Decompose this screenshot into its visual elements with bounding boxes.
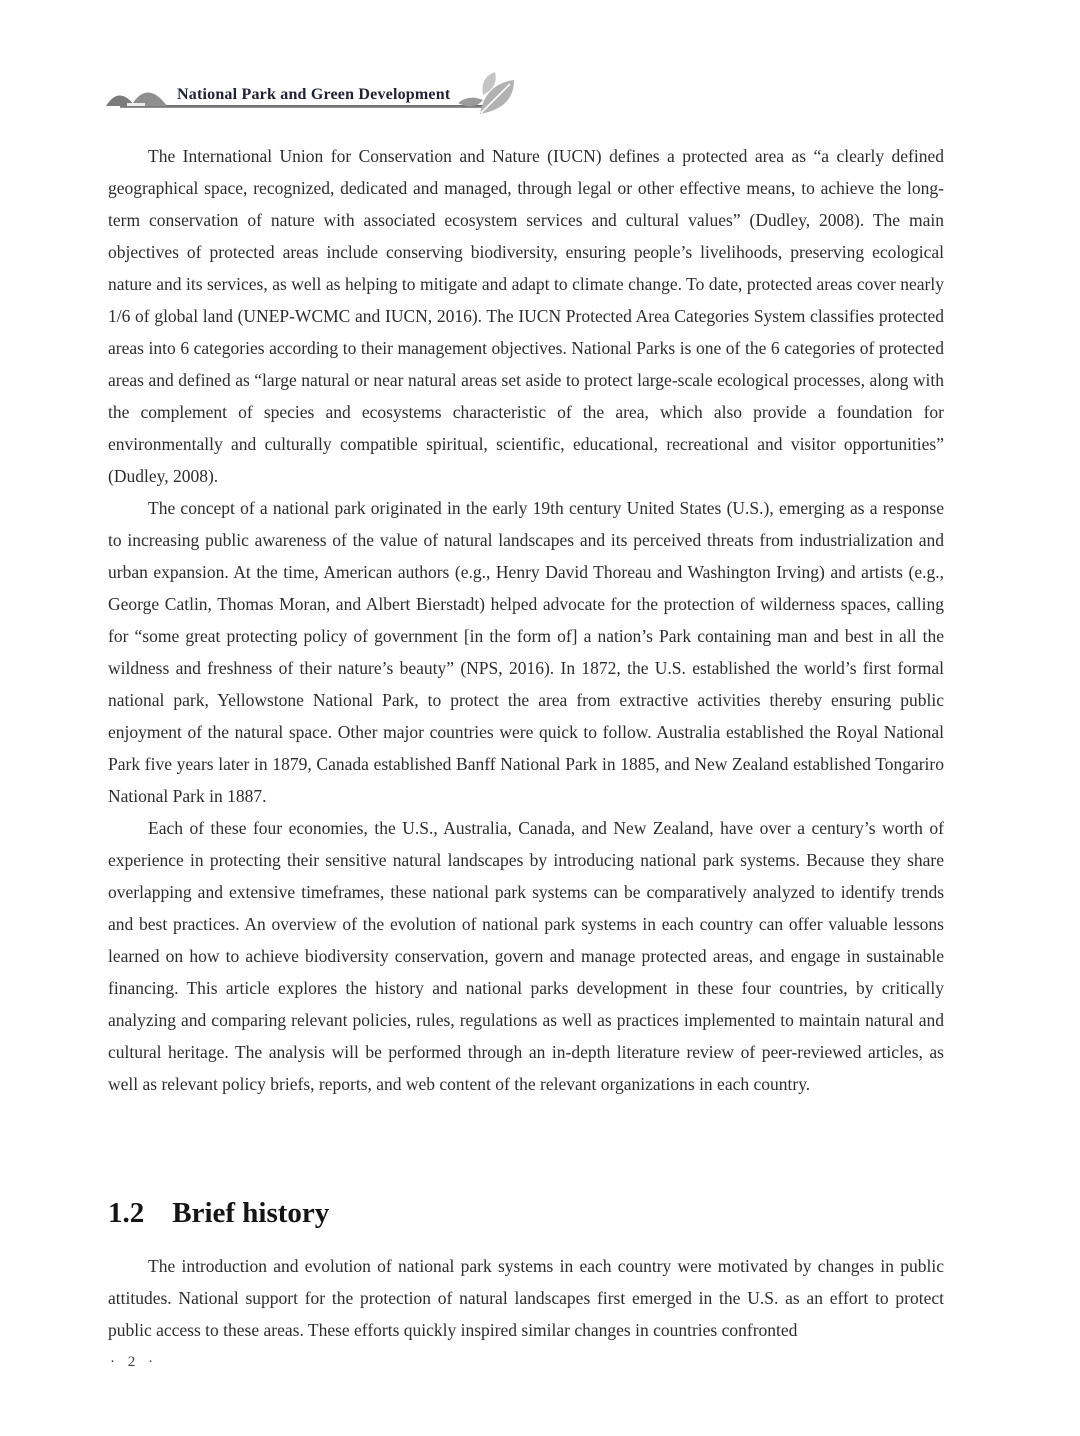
page-body — [108, 140, 944, 1346]
header-logo-row — [105, 70, 518, 107]
leaf-icon — [456, 70, 518, 107]
paragraph-iucn-definition: The International Union for Conservation and Nature (IUCN) defines a protected area as “a clearly defined geographical space, recognized, dedicated and managed, through legal or other effective means, to achieve the long-term conservation of nature with associated ecosystem services and cultural values” (Dudley, 2008). The main objectives of protected areas include conserving biodiversity, ensuring people’s livelihoods, preserving ecological nature and its services, as well as helping to mitigate and adapt to climate change. To date, protected areas cover nearly 1/6 of global land (UNEP-WCMC and IUCN, 2016). The IUCN Protected Area Categories System classifies protected areas into 6 categories according to their management objectives. National Parks is one of the 6 categories of protected areas and defined as “large natural or near natural areas set aside to protect large-scale ecological processes, along with the complement of species and ecosystems characteristic of the area, which also provide a foundation for environmentally and culturally compatible spiritual, scientific, educational, recreational and visitor opportunities” (Dudley, 2008). — [108, 146, 944, 486]
section-heading — [108, 1196, 944, 1230]
mountains-icon — [105, 78, 169, 107]
paragraph-four-economies: Each of these four economies, the U.S., Australia, Canada, and New Zealand, have over a century’s worth of experience in protecting their sensitive natural landscapes by introducing national park systems. Because they share overlapping and extensive timeframes, these national park systems can be comparatively analyzed to identify trends and best practices. An overview of the evolution of national park systems in each country can offer valuable lessons learned on how to achieve biodiversity conservation, govern and manage protected areas, and engage in sustainable financing. This article explores the history and national parks development in these four countries, by critically analyzing and comparing relevant policies, rules, regulations as well as practices implemented to maintain natural and cultural heritage. The analysis will be performed through an in-depth literature review of peer-reviewed articles, as well as relevant policy briefs, reports, and web content of the relevant organizations in each country. — [108, 818, 944, 1094]
paragraph-national-park-origin: The concept of a national park originated in the early 19th century United States (U.S.), emerging as a response to increasing public awareness of the value of natural landscapes and its perceived threats from industrialization and urban expansion. At the time, American authors (e.g., Henry David Thoreau and Washington Irving) and artists (e.g., George Catlin, Thomas Moran, and Albert Bierstadt) helped advocate for the protection of wilderness spaces, calling for “some great protecting policy of government [in the form of] a nation’s Park containing man and best in all the wildness and freshness of their nature’s beauty” (NPS, 2016). In 1872, the U.S. established the world’s first formal national park, Yellowstone National Park, to protect the area from extractive activities thereby ensuring public enjoyment of the natural space. Other major countries were quick to follow. Australia established the Royal National Park five years later in 1879, Canada established Banff National Park in 1885, and New Zealand established Tongariro National Park in 1887. — [108, 498, 944, 806]
paragraph-brief-history-intro: The introduction and evolution of national park systems in each country were motivated by changes in public attitudes. National support for the protection of natural landscapes first emerged in the U.S. as an effort to protect public access to these areas. These efforts quickly inspired similar changes in countries confronted — [108, 1256, 944, 1340]
page-footer — [110, 1354, 153, 1371]
page-number: · 2 · — [110, 1354, 153, 1370]
intro-paragraphs — [108, 140, 944, 1170]
section-number: 1.2 — [108, 1197, 145, 1229]
section-title: Brief history — [172, 1197, 330, 1229]
header-title: National Park and Green Development — [177, 86, 451, 103]
page-header — [105, 62, 525, 108]
